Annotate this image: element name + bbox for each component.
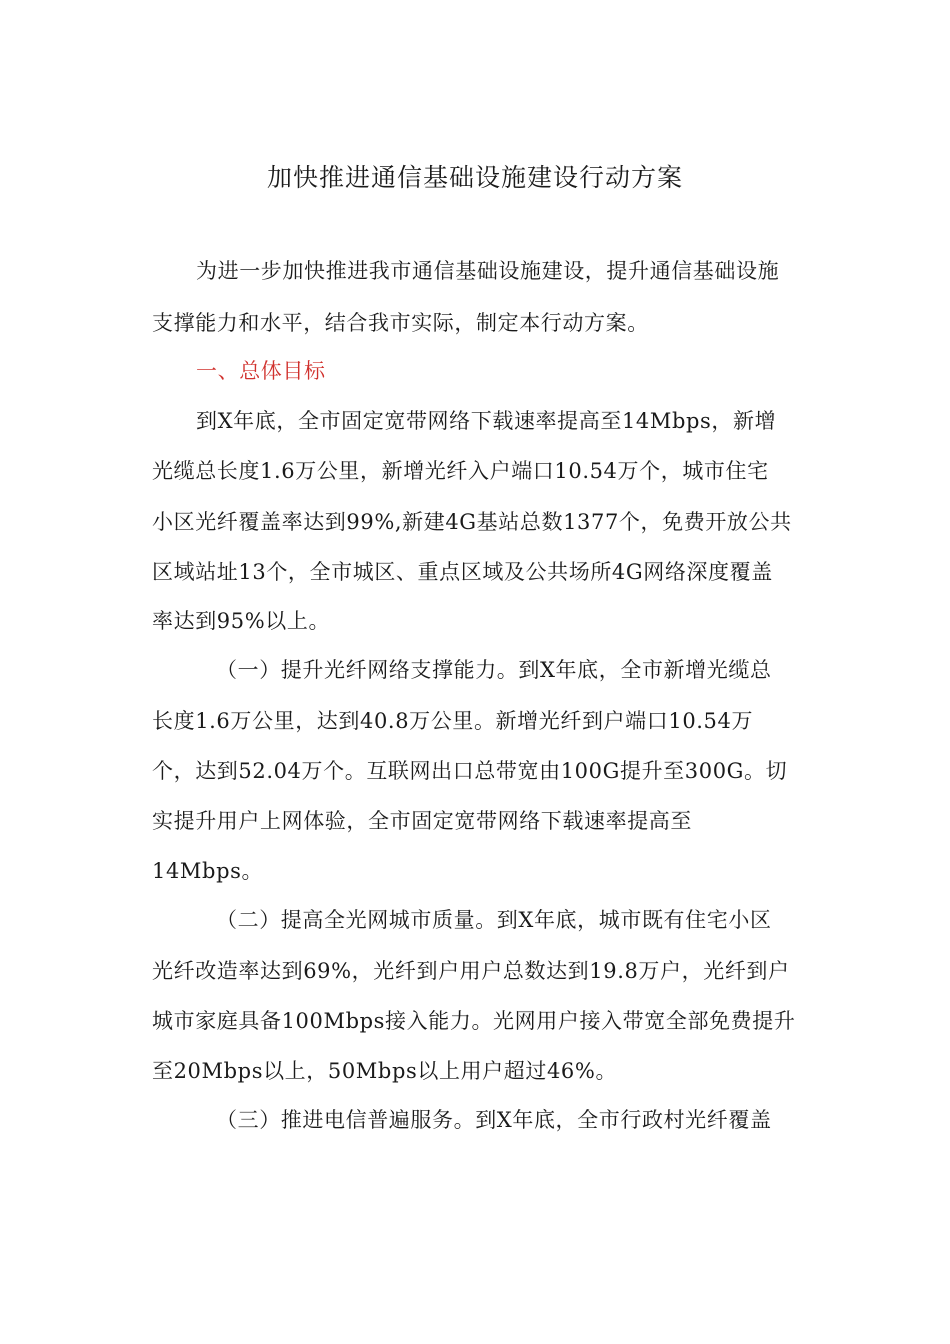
- goal-line: 小区光纤覆盖率达到99%,新建4G基站总数1377个，免费开放公共: [152, 510, 792, 534]
- item1-line: （一）提升光纤网络支撑能力。到X年底，全市新增光缆总: [216, 658, 772, 682]
- section-heading: 一、总体目标: [196, 359, 326, 383]
- item2-line: 城市家庭具备100Mbps接入能力。光网用户接入带宽全部免费提升: [152, 1009, 796, 1033]
- intro-line: 支撑能力和水平，结合我市实际，制定本行动方案。: [152, 311, 649, 335]
- item3-line: （三）推进电信普遍服务。到X年底，全市行政村光纤覆盖: [216, 1108, 772, 1132]
- item2-line: （二）提高全光网城市质量。到X年底，城市既有住宅小区: [216, 908, 772, 932]
- item1-line: 实提升用户上网体验，全市固定宽带网络下载速率提高至: [152, 809, 692, 833]
- goal-line: 率达到95%以上。: [152, 609, 331, 633]
- intro-line: 为进一步加快推进我市通信基础设施建设，提升通信基础设施: [196, 259, 780, 283]
- document-title: 加快推进通信基础设施建设行动方案: [266, 163, 683, 192]
- item2-line: 至20Mbps以上，50Mbps以上用户超过46%。: [152, 1059, 618, 1083]
- item1-line: 长度1.6万公里，达到40.8万公里。新增光纤到户端口10.54万: [152, 709, 754, 733]
- goal-line: 光缆总长度1.6万公里，新增光纤入户端口10.54万个，城市住宅: [152, 459, 769, 483]
- item2-line: 光纤改造率达到69%，光纤到户用户总数达到19.8万户，光纤到户: [152, 959, 790, 983]
- item1-line: 14Mbps。: [152, 859, 264, 883]
- item1-line: 个，达到52.04万个。互联网出口总带宽由100G提升至300G。切: [152, 759, 788, 783]
- goal-line: 到X年底，全市固定宽带网络下载速率提高至14Mbps，新增: [196, 409, 777, 433]
- goal-line: 区域站址13个，全市城区、重点区域及公共场所4G网络深度覆盖: [152, 560, 773, 584]
